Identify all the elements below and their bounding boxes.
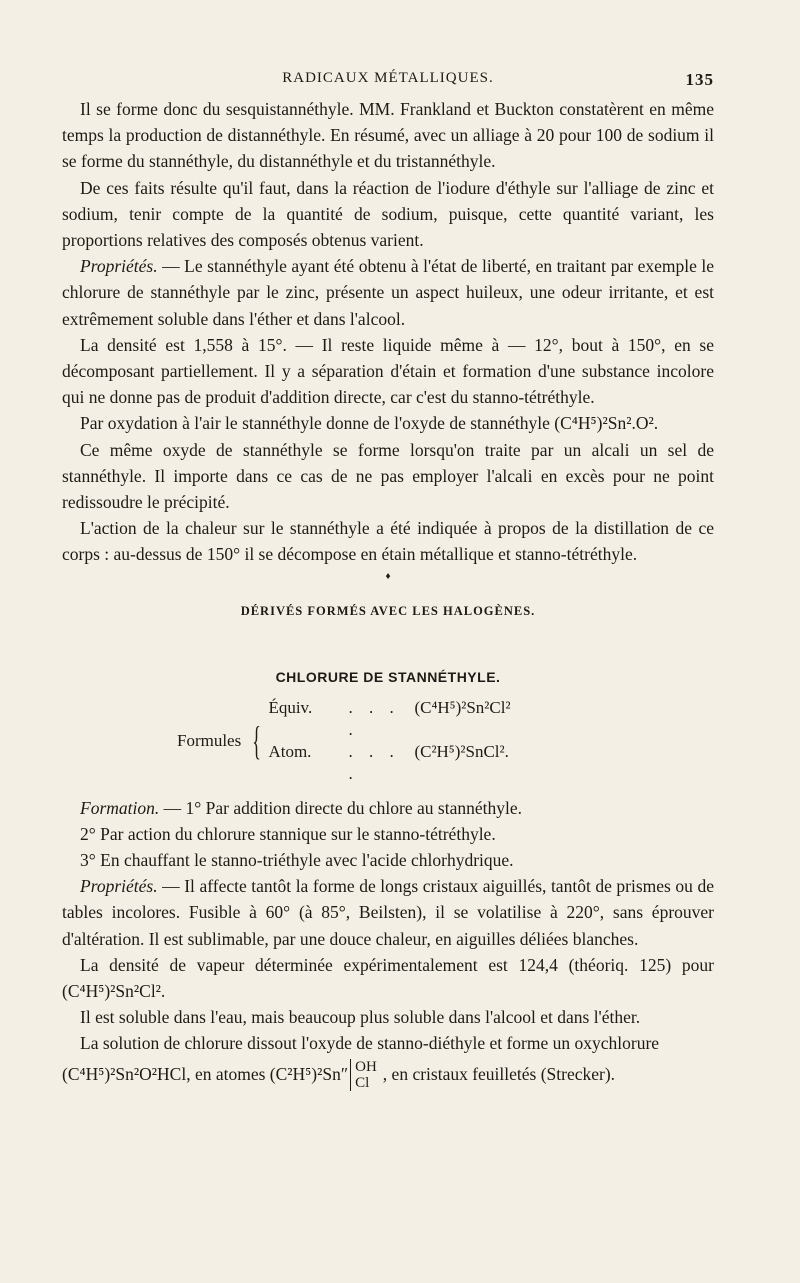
paragraph-densite: La densité est 1,558 à 15°. — Il reste liquide même à — 12°, bout à 150°, en se décomposant partiellement. Il y a séparation d'étain et formation d'une substance incolore qui ne donne pas de produit d'addition directe, car c'est du stanno-tétréthyle.	[62, 334, 714, 408]
paragraph-sesquistannethyle: Il se forme donc du sesquistannéthyle. MM. Frankland et Buckton constatèrent en même temps la production de distannéthyle. En résumé, avec un alliage à 20 pour 100 de sodium il se forme du stannéthyle, du distannéthyle et du tristannéthyle.	[62, 99, 714, 172]
paragraph-chlorure-proprietes	[62, 873, 714, 952]
proprietes-text: — Le stannéthyle ayant été obtenu à l'état de liberté, en traitant par exemple le chlorure de stannéthyle par le zinc, présente un aspect huileux, une odeur irritante, et est extrêmement soluble dans l'éther et dans l'alcool.	[62, 256, 714, 329]
formula-row	[268, 741, 510, 785]
chlorure-proprietes-text: — Il affecte tantôt la forme de longs cristaux aiguillés, tantôt de prismes ou de tables incolores. Fusible à 60° (à 85°, Beilsten), il se volatilise à 220°, sans éprouver d'altération. Il est sublimable, par une douce chaleur, en aiguilles déliées blanches.	[62, 876, 714, 949]
formation-text: — 1° Par addition directe du chlore au stannéthyle.	[159, 797, 522, 818]
formulae-rows	[268, 697, 510, 785]
cl-label: Cl	[355, 1074, 370, 1091]
oh-cl-stack	[350, 1059, 377, 1091]
section-heading-derives: DÉRIVÉS FORMÉS AVEC LES HALOGÈNES.	[240, 603, 536, 618]
formulae-label: Formules	[177, 730, 242, 750]
brace-glyph: {	[252, 717, 262, 763]
paragraph-formation-2: 2° Par action du chlorure stannique sur le stanno-tétréthyle.	[80, 823, 496, 844]
paragraph-iodure-reaction: De ces faits résulte qu'il faut, dans la réaction de l'iodure d'éthyle sur l'alliage de zinc et sodium, tenir compte de la quantité de sodium, puisque, cette quantité variant, les proportions relatives des composés obtenus varient.	[62, 177, 714, 251]
formula-dots: . . . .	[348, 741, 400, 783]
formulae-block	[177, 697, 714, 785]
ornament-mark: ♦	[385, 570, 391, 582]
formula-row	[268, 697, 510, 741]
section-heading-chlorure: CHLORURE DE STANNÉTHYLE.	[275, 668, 501, 685]
formula-kind: Atom.	[268, 741, 312, 761]
running-header	[62, 62, 714, 96]
chlorure-proprietes-lead: Propriétés.	[80, 876, 158, 897]
formula-kind: Équiv.	[268, 697, 313, 717]
running-title: RADICAUX MÉTALLIQUES.	[282, 70, 494, 86]
oh-label: OH	[355, 1058, 377, 1075]
paragraph-formation	[62, 795, 714, 821]
formation-lead: Formation.	[80, 797, 160, 818]
formula-dots: . . . .	[348, 697, 400, 739]
oxychlorure-formula-b: , en cristaux feuilletés (Strecker).	[382, 1064, 616, 1085]
oxychlorure-formula-line	[62, 1059, 714, 1091]
formula-value: (C²H⁵)²SnCl².	[414, 741, 509, 761]
page-number: 135	[685, 70, 714, 89]
oxychlorure-formula-a: (C⁴H⁵)²Sn²O²HCl, en atomes (C²H⁵)²Sn″	[62, 1064, 349, 1085]
paragraph-proprietes	[62, 253, 714, 332]
proprietes-lead: Propriétés.	[80, 256, 158, 277]
paragraph-oxydation: Par oxydation à l'air le stannéthyle donne de l'oxyde de stannéthyle (C⁴H⁵)²Sn².O².	[80, 413, 659, 434]
formula-value: (C⁴H⁵)²Sn²Cl²	[414, 697, 511, 717]
paragraph-solution: La solution de chlorure dissout l'oxyde de stanno-diéthyle et forme un oxychlorure	[80, 1033, 660, 1054]
paragraph-solubilite: Il est soluble dans l'eau, mais beaucoup plus soluble dans l'alcool et dans l'éther.	[80, 1007, 641, 1028]
paragraph-formation-3: 3° En chauffant le stanno-triéthyle avec l'acide chlorhydrique.	[80, 850, 514, 871]
paragraph-chaleur: L'action de la chaleur sur le stannéthyle a été indiquée à propos de la distillation de ce corps : au-dessus de 150° il se décompose en étain métallique et stanno-tétréthyle.	[62, 518, 714, 565]
paragraph-densite-vapeur: La densité de vapeur déterminée expérimentalement est 124,4 (théoriq. 125) pour (C⁴H⁵)²Sn²Cl².	[62, 954, 714, 1002]
page	[62, 62, 714, 1262]
paragraph-oxyde: Ce même oxyde de stannéthyle se forme lorsqu'on traite par un alcali un sel de stannéthyle. Il importe dans ce cas de ne pas employer l'alcali en excès pour ne point redissoudre le précipité.	[62, 439, 714, 513]
